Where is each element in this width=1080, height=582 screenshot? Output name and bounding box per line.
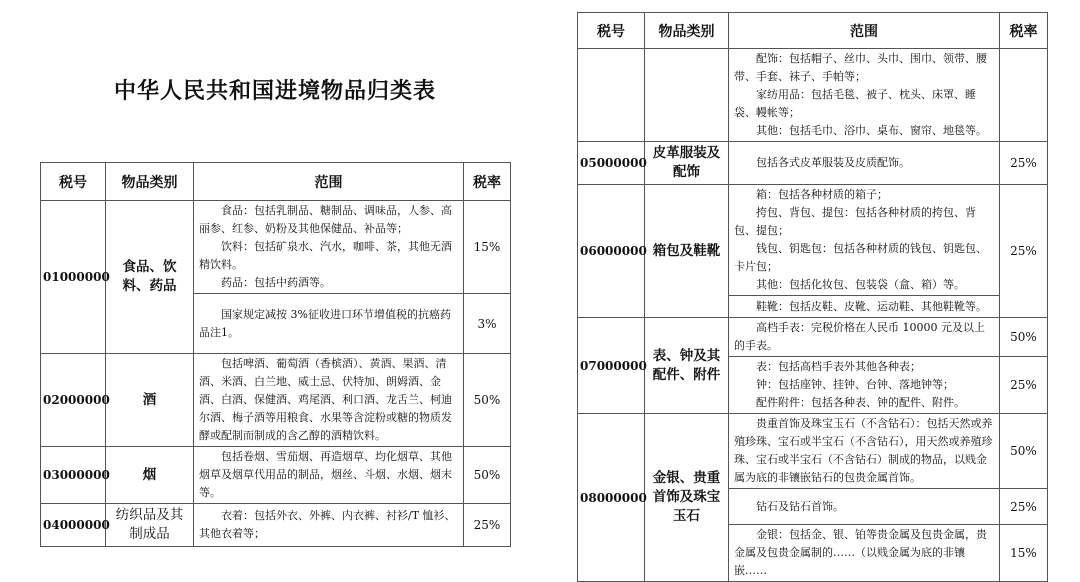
category-cell: 表、钟及其配件、附件 [645, 318, 729, 414]
scope-line: 包括啤酒、葡萄酒（香槟酒）、黄酒、果酒、清酒、米酒、白兰地、威士忌、伏特加、朗姆酒、金酒、白酒、保健酒、鸡尾酒、利口酒、龙舌兰、柯迪尔酒、梅子酒等用粮食、水果等含淀粉或糖的物质发酵或配制而制成的含乙醇的酒精饮料。 [199, 357, 452, 442]
scope-line: 钱包、钥匙包：包括各种材质的钱包、钥匙包、卡片包； [734, 242, 987, 273]
scope-cell [729, 318, 1000, 357]
code-cell: 08000000 [578, 414, 645, 582]
scope-line: 钟：包括座钟、挂钟、台钟、落地钟等； [756, 378, 954, 391]
table-header-row [41, 163, 511, 201]
code-cell: 03000000 [41, 447, 106, 504]
rate-cell: 50% [464, 354, 511, 447]
rate-cell: 3% [464, 294, 511, 354]
table-header-row [578, 13, 1048, 49]
scope-line: 家纺用品：包括毛毯、被子、枕头、床罩、睡袋、幔帐等； [734, 88, 976, 119]
header-rate: 税率 [464, 163, 511, 201]
scope-cell [729, 525, 1000, 582]
rate-cell: 25% [1000, 142, 1048, 185]
table-row-01 [41, 201, 511, 294]
scope-cell [729, 142, 1000, 185]
scope-line: 鞋靴：包括皮鞋、皮靴、运动鞋、其他鞋靴等。 [756, 299, 987, 313]
scope-cell [194, 354, 464, 447]
scope-cell [729, 414, 1000, 489]
scope-line: 高档手表：完税价格在人民币 10000 元及以上的手表。 [734, 321, 985, 352]
classification-table-left [40, 162, 511, 547]
rate-cell: 25% [1000, 185, 1048, 318]
code-cell [578, 49, 645, 142]
rate-cell: 50% [1000, 318, 1048, 357]
scope-line: 挎包、背包、提包：包括各种材质的挎包、背包、提包； [734, 206, 976, 237]
scope-cell [729, 49, 1000, 142]
scope-cell [194, 504, 464, 547]
rate-cell [1000, 49, 1048, 142]
scope-line: 国家规定减按 3%征收进口环节增值税的抗癌药品注1。 [199, 307, 451, 339]
document-title: 中华人民共和国进境物品归类表 [113, 79, 436, 104]
scope-line: 箱：包括各种材质的箱子； [756, 188, 888, 201]
scope-line: 药品：包括中药酒等。 [221, 276, 331, 289]
scope-cell [729, 296, 1000, 318]
rate-cell: 50% [464, 447, 511, 504]
scope-line: 贵重首饰及珠宝玉石（不含钻石）：包括天然或养殖珍珠、宝石或半宝石（不含钻石），用天然或养殖珍珠、宝石或半宝石（不含钻石）制成的物品，以贱金属为底的非镶嵌钻石的包贵金属首饰。 [734, 417, 993, 484]
scope-cell [194, 447, 464, 504]
rate-cell: 15% [1000, 525, 1048, 582]
category-cell: 烟 [106, 447, 194, 504]
scope-line: 食品：包括乳制品、糖制品、调味品，人参、高丽参、红参、奶粉及其他保健品、补品等； [199, 204, 452, 235]
table-row-04 [41, 504, 511, 547]
code-cell: 01000000 [41, 201, 106, 354]
rate-cell: 50% [1000, 414, 1048, 489]
table-row-06 [578, 185, 1048, 296]
scope-line: 包括各式皮革服装及皮质配饰。 [756, 156, 910, 169]
table-row-08 [578, 414, 1048, 489]
scope-line: 表：包括高档手表外其他各种表； [756, 360, 921, 373]
table-row-04-continued [578, 49, 1048, 142]
scope-cell [194, 201, 464, 294]
scope-cell [194, 294, 464, 354]
header-category: 物品类别 [645, 13, 729, 49]
category-cell: 酒 [106, 354, 194, 447]
scope-line: 钻石及钻石首饰。 [756, 499, 844, 513]
scope-line: 饮料：包括矿泉水、汽水，咖啡、茶，其他无酒精饮料。 [199, 240, 452, 271]
scope-line: 配饰：包括帽子、丝巾、头巾、围巾、领带、腰带、手套、袜子、手帕等； [734, 52, 987, 83]
code-cell: 04000000 [41, 504, 106, 547]
category-cell: 食品、饮料、药品 [106, 201, 194, 354]
category-cell [645, 49, 729, 142]
header-code: 税号 [578, 13, 645, 49]
header-rate: 税率 [1000, 13, 1048, 49]
scope-line: 金银：包括金、银、铂等贵金属及包贵金属，贵金属及包贵金属制的……（以贱金属为底的非镶嵌…… [734, 528, 987, 577]
table-row-03 [41, 447, 511, 504]
classification-table-right [577, 12, 1048, 582]
rate-cell: 25% [464, 504, 511, 547]
scope-cell [729, 357, 1000, 414]
header-category: 物品类别 [106, 163, 194, 201]
code-cell: 02000000 [41, 354, 106, 447]
scope-cell [729, 489, 1000, 525]
category-cell: 皮革服装及配饰 [645, 142, 729, 185]
scope-line: 其他：包括化妆包、包装袋（盒、箱）等。 [756, 278, 965, 291]
rate-cell: 25% [1000, 357, 1048, 414]
header-code: 税号 [41, 163, 106, 201]
category-cell: 金银、贵重首饰及珠宝玉石 [645, 414, 729, 582]
scope-line: 衣着：包括外衣、外裤、内衣裤、衬衫/T 恤衫、其他衣着等； [199, 509, 456, 540]
rate-cell: 25% [1000, 489, 1048, 525]
code-cell: 06000000 [578, 185, 645, 318]
category-cell: 箱包及鞋靴 [645, 185, 729, 318]
rate-cell: 15% [464, 201, 511, 294]
table-row-07 [578, 318, 1048, 357]
table-row-02 [41, 354, 511, 447]
scope-line: 其他：包括毛巾、浴巾、桌布、窗帘、地毯等。 [756, 124, 987, 137]
scope-line: 包括卷烟、雪茄烟、再造烟草、均化烟草、其他烟草及烟草代用品的制品，烟丝、斗烟、水烟、烟末等。 [199, 450, 452, 499]
scope-cell [729, 185, 1000, 296]
header-scope: 范围 [729, 13, 1000, 49]
category-cell: 纺织品及其制成品 [106, 504, 194, 547]
code-cell: 07000000 [578, 318, 645, 414]
scope-line: 配件附件：包括各种表、钟的配件、附件。 [756, 396, 965, 409]
header-scope: 范围 [194, 163, 464, 201]
code-cell: 05000000 [578, 142, 645, 185]
table-row-05 [578, 142, 1048, 185]
